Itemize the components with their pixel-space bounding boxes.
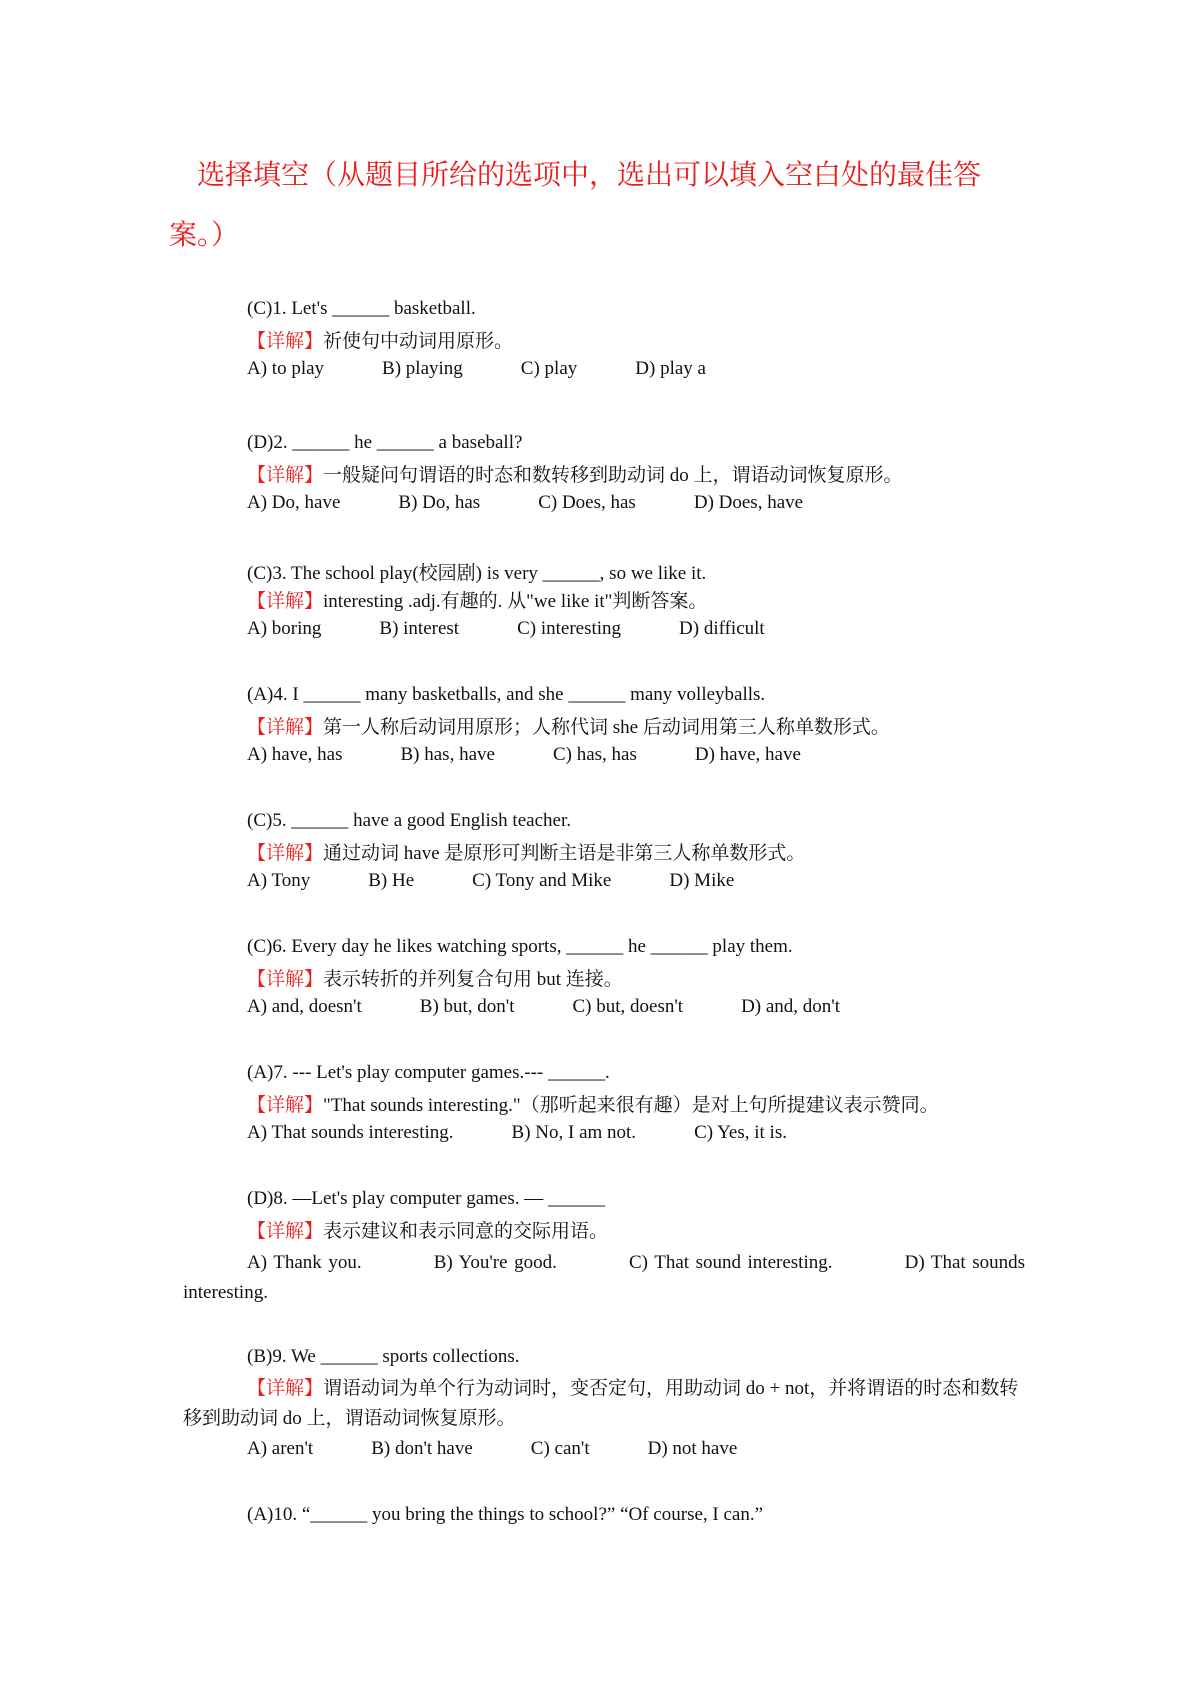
question-6	[183, 936, 1025, 1062]
option-a: A) boring	[247, 618, 322, 639]
question-detail	[247, 1216, 608, 1243]
answer-options	[183, 1248, 1025, 1308]
option-c: C) but, doesn't	[572, 996, 684, 1017]
question-9	[183, 1346, 1025, 1504]
question-detail	[247, 460, 903, 487]
detail-text: "That sounds interesting."（那听起来很有趣）是对上句所提建议表示赞同。	[323, 1095, 939, 1116]
detail-text: 谓语动词为单个行为动词时，变否定句，用助动词 do + not，并将谓语的时态和数转移到助动词 do 上，谓语动词恢复原形。	[183, 1378, 1019, 1429]
detail-label: 【详解】	[247, 1378, 324, 1399]
question-4	[183, 684, 1025, 810]
answer-options	[247, 1438, 737, 1460]
option-a: A) Thank you.	[247, 1252, 362, 1273]
heading-line-2: 案。）	[169, 220, 240, 251]
answer-options	[247, 492, 803, 514]
option-d: D) play a	[635, 358, 706, 379]
detail-label: 【详解】	[247, 843, 324, 864]
question-detail	[247, 964, 623, 991]
answer-options	[247, 870, 734, 892]
question-3	[183, 558, 1025, 684]
question-prompt: (A)10. “______ you bring the things to school?” “Of course, I can.”	[247, 1504, 764, 1525]
option-c: C) interesting	[517, 618, 622, 639]
question-detail	[247, 838, 805, 865]
question-prompt: (A)7. --- Let's play computer games.--- ______.	[247, 1062, 610, 1083]
option-c: C) play	[520, 358, 578, 379]
question-detail	[247, 1090, 939, 1117]
answer-options	[247, 744, 801, 766]
question-prompt: (C)1. Let's ______ basketball.	[247, 298, 476, 319]
question-2	[183, 432, 1025, 558]
option-b: B) Do, has	[398, 492, 481, 513]
question-7	[183, 1062, 1025, 1188]
detail-label: 【详解】	[247, 1221, 324, 1242]
detail-label: 【详解】	[247, 1095, 324, 1116]
option-c: C) Yes, it is.	[694, 1122, 787, 1143]
question-detail	[183, 1374, 1025, 1434]
option-d: D) have, have	[694, 744, 801, 765]
option-d: D) Mike	[669, 870, 735, 891]
option-a: A) and, doesn't	[247, 996, 362, 1017]
answer-options	[247, 618, 765, 640]
option-b: B) has, have	[400, 744, 495, 765]
question-prompt: (B)9. We ______ sports collections.	[247, 1346, 520, 1367]
option-b: B) You're good.	[433, 1252, 557, 1273]
section-heading	[169, 146, 1025, 266]
detail-text: 第一人称后动词用原形；人称代词 she 后动词用第三人称单数形式。	[323, 717, 890, 738]
option-b: B) He	[368, 870, 415, 891]
detail-label: 【详解】	[247, 717, 324, 738]
option-c: C) can't	[530, 1438, 590, 1459]
detail-text: interesting .adj.有趣的. 从"we like it"判断答案。	[323, 591, 708, 612]
question-8	[183, 1188, 1025, 1346]
detail-text: 表示转折的并列复合句用 but 连接。	[323, 969, 623, 990]
question-10	[183, 1504, 1025, 1630]
option-d: D) Does, have	[693, 492, 804, 513]
question-prompt: (C)5. ______ have a good English teacher.	[247, 810, 571, 831]
question-prompt: (C)3. The school play(校园剧) is very ______, so we like it.	[247, 563, 707, 584]
option-a: A) to play	[247, 358, 325, 379]
option-d: D) That sounds interesting.	[183, 1252, 1026, 1303]
option-c: C) That sound interesting.	[629, 1252, 833, 1273]
option-c: C) Tony and Mike	[472, 870, 612, 891]
question-list	[183, 298, 1026, 1630]
option-c: C) Does, has	[538, 492, 636, 513]
question-detail	[247, 586, 707, 613]
question-prompt: (D)2. ______ he ______ a baseball?	[247, 432, 523, 453]
question-detail	[247, 712, 890, 739]
answer-options	[247, 996, 840, 1018]
option-d: D) not have	[647, 1438, 738, 1459]
option-a: A) have, has	[247, 744, 343, 765]
option-a: A) aren't	[247, 1438, 314, 1459]
question-prompt: (C)6. Every day he likes watching sports, ______ he ______ play them.	[247, 936, 793, 957]
option-a: A) Do, have	[247, 492, 341, 513]
question-5	[183, 810, 1025, 936]
detail-label: 【详解】	[247, 331, 324, 352]
question-detail	[247, 326, 513, 353]
option-b: B) interest	[379, 618, 460, 639]
detail-label: 【详解】	[247, 591, 324, 612]
heading-line-1: 选择填空（从题目所给的选项中，选出可以填入空白处的最佳答	[197, 160, 982, 191]
question-1	[183, 298, 1025, 424]
answer-options	[247, 358, 706, 380]
option-b: B) playing	[382, 358, 463, 379]
option-a: A) That sounds interesting.	[247, 1122, 454, 1143]
detail-label: 【详解】	[247, 465, 324, 486]
detail-text: 表示建议和表示同意的交际用语。	[323, 1221, 609, 1242]
detail-text: 祈使句中动词用原形。	[323, 331, 514, 352]
option-b: B) but, don't	[419, 996, 515, 1017]
option-d: D) and, don't	[741, 996, 840, 1017]
detail-text: 通过动词 have 是原形可判断主语是非第三人称单数形式。	[323, 843, 806, 864]
detail-label: 【详解】	[247, 969, 324, 990]
option-b: B) don't have	[371, 1438, 473, 1459]
question-prompt: (A)4. I ______ many basketballs, and she ______ many volleyballs.	[247, 684, 766, 705]
answer-options	[247, 1122, 787, 1144]
option-d: D) difficult	[679, 618, 765, 639]
option-c: C) has, has	[552, 744, 637, 765]
option-b: B) No, I am not.	[511, 1122, 637, 1143]
option-a: A) Tony	[247, 870, 311, 891]
question-prompt: (D)8. —Let's play computer games. — ______	[247, 1188, 606, 1209]
detail-text: 一般疑问句谓语的时态和数转移到助动词 do 上，谓语动词恢复原形。	[323, 465, 903, 486]
